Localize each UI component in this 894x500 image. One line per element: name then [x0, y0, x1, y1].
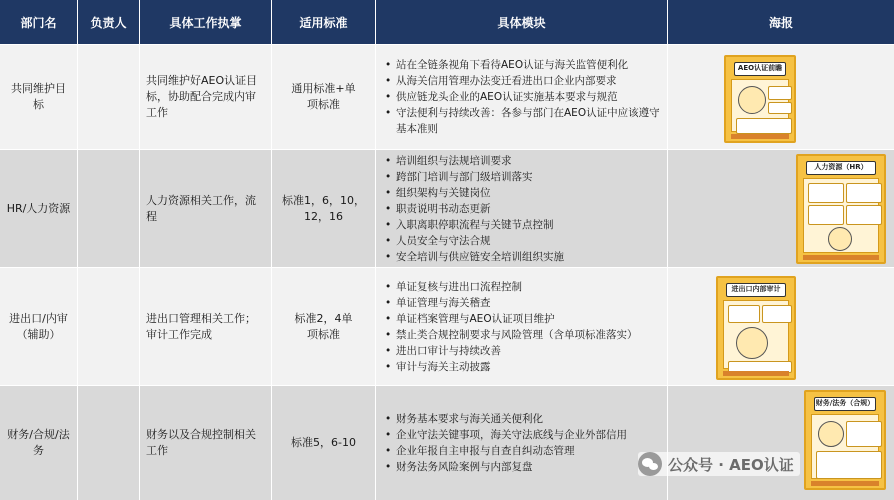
module-item: • 安全培训与供应链安全培训组织实施 — [396, 249, 564, 265]
table-header — [0, 0, 894, 44]
module-item: • 进出口审计与持续改善 — [396, 343, 638, 359]
module-item: • 财务法务风险案例与内部复盘 — [396, 459, 627, 475]
module-item: • 守法便利与持续改善：各参与部门在AEO认证中应该遵守基本准则 — [396, 105, 661, 137]
table-row — [0, 149, 894, 267]
modules-cell — [376, 150, 668, 267]
duty-text: 进出口管理相关工作；审计工作完成 — [140, 268, 272, 385]
dept-name: HR/人力资源 — [0, 150, 78, 267]
module-list — [382, 153, 564, 265]
header-poster: 海报 — [768, 15, 793, 30]
wechat-icon — [638, 452, 662, 476]
header-standard: 适用标准 — [272, 0, 376, 44]
poster-title: 人力资源（HR） — [806, 161, 876, 175]
table-row — [0, 385, 894, 500]
standard-text: 标准1，6，10，12，16 — [272, 150, 376, 267]
module-item: • 企业守法关键事项，海关守法底线与企业外部信用 — [396, 427, 627, 443]
module-item: • 培训组织与法规培训要求 — [396, 153, 564, 169]
owner-name — [78, 45, 140, 149]
module-item: • 财务基本要求与海关通关便利化 — [396, 411, 627, 427]
module-item: • 单证档案管理与AEO认证项目维护 — [396, 311, 638, 327]
wechat-watermark — [638, 452, 800, 476]
module-item: • 企业年报自主申报与自查自纠动态管理 — [396, 443, 627, 459]
header-dept: 部门名 — [0, 0, 78, 44]
table-row — [0, 44, 894, 149]
header-duty: 具体工作执掌 — [140, 0, 272, 44]
poster-illustration — [811, 414, 879, 479]
poster-cell — [668, 386, 894, 500]
module-list — [382, 411, 627, 475]
poster-cell — [668, 45, 894, 149]
dept-name: 财务/合规/法务 — [0, 386, 78, 500]
poster-footer-bar — [731, 134, 789, 139]
module-list — [382, 57, 661, 137]
poster-illustration — [731, 79, 789, 132]
poster-image[interactable] — [804, 390, 886, 490]
poster-illustration — [803, 178, 879, 253]
poster-footer-bar — [811, 481, 879, 486]
module-item: • 供应链龙头企业的AEO认证实施基本要求与规范 — [396, 89, 661, 105]
dept-name: 进出口/内审（辅助） — [0, 268, 78, 385]
module-item: • 从海关信用管理办法变迁看进出口企业内部要求 — [396, 73, 661, 89]
modules-cell — [376, 386, 668, 500]
module-item: • 入职离职停职流程与关键节点控制 — [396, 217, 564, 233]
module-item: • 站在全链条视角下看待AEO认证与海关监管便利化 — [396, 57, 661, 73]
header-modules: 具体模块 — [376, 0, 668, 44]
modules-cell — [376, 268, 668, 385]
poster-cell — [668, 268, 894, 385]
poster-image[interactable] — [716, 276, 796, 380]
table-row — [0, 267, 894, 385]
module-item: • 单证复核与进出口流程控制 — [396, 279, 638, 295]
module-list — [382, 279, 638, 375]
duty-text: 财务以及合规控制相关工作 — [140, 386, 272, 500]
duty-text: 共同维护好AEO认证目标，协助配合完成内审工作 — [140, 45, 272, 149]
poster-image[interactable] — [796, 154, 886, 264]
watermark-text: 公众号 · AEO认证 — [668, 455, 794, 474]
module-item: • 单证管理与海关稽查 — [396, 295, 638, 311]
standard-text: 标准2，4单项标准 — [272, 268, 376, 385]
module-item: • 跨部门培训与部门级培训落实 — [396, 169, 564, 185]
module-item: • 审计与海关主动披露 — [396, 359, 638, 375]
module-item: • 职责说明书动态更新 — [396, 201, 564, 217]
standard-text: 通用标准+单项标准 — [272, 45, 376, 149]
module-item: • 禁止类合规控制要求与风险管理（含单项标准落实） — [396, 327, 638, 343]
duty-text: 人力资源相关工作，流程 — [140, 150, 272, 267]
owner-name — [78, 268, 140, 385]
owner-name — [78, 386, 140, 500]
poster-cell — [668, 150, 894, 267]
poster-footer-bar — [723, 371, 789, 376]
header-owner: 负责人 — [78, 0, 140, 44]
module-item: • 人员安全与守法合规 — [396, 233, 564, 249]
poster-title: 进出口内部审计 — [726, 283, 786, 297]
modules-cell — [376, 45, 668, 149]
poster-illustration — [723, 300, 789, 369]
owner-name — [78, 150, 140, 267]
module-item: • 组织架构与关键岗位 — [396, 185, 564, 201]
poster-title: AEO认证前瞻 — [734, 62, 786, 76]
standard-text: 标准5，6-10 — [272, 386, 376, 500]
poster-footer-bar — [803, 255, 879, 260]
dept-name: 共同维护目标 — [0, 45, 78, 149]
poster-title: 财务/法务（合规） — [814, 397, 876, 411]
poster-image[interactable] — [724, 55, 796, 143]
